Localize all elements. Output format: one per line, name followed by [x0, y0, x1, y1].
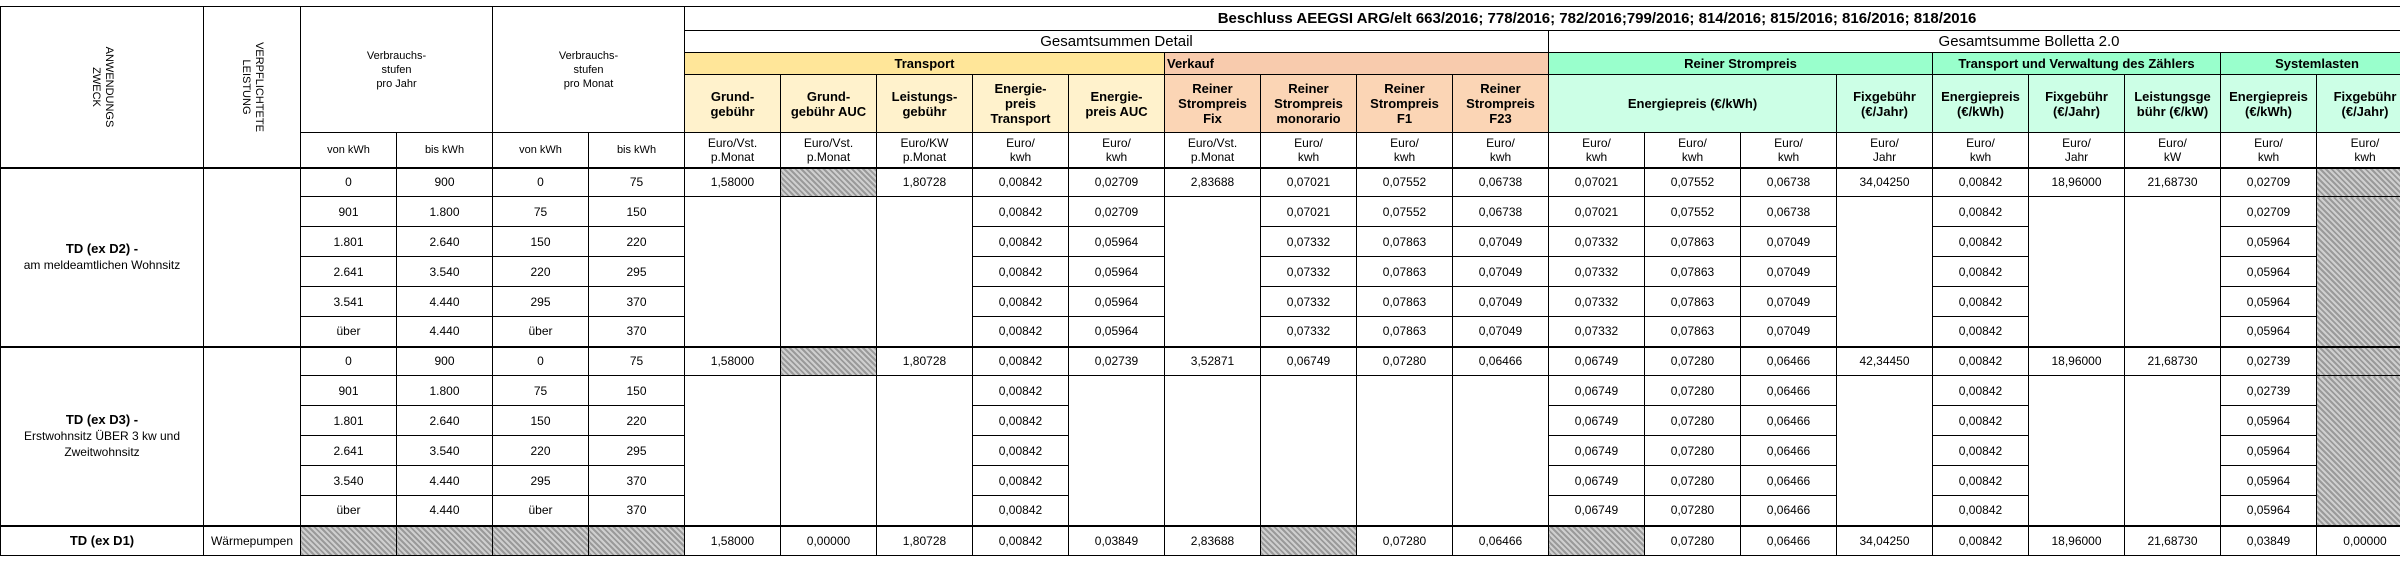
- table-cell: 0,06749: [1549, 376, 1645, 406]
- table-cell: 34,04250: [1837, 168, 1933, 197]
- table-cell: 1.801: [301, 406, 397, 436]
- table-cell: 0,05964: [2221, 496, 2317, 526]
- unit-cell: Euro/KW p.Monat: [877, 133, 973, 168]
- table-cell: 0,07021: [1549, 197, 1645, 227]
- leistung-cell: Wärmepumpen: [204, 526, 301, 556]
- table-cell: 0,00000: [2317, 526, 2400, 556]
- table-cell: 0,00842: [1933, 466, 2029, 496]
- table-cell: 2.640: [397, 406, 493, 436]
- table-cell: 150: [493, 406, 589, 436]
- table-cell: 0,06466: [1741, 436, 1837, 466]
- bolletta-group-header: Gesamtsumme Bolletta 2.0: [1549, 31, 2400, 53]
- reiner-strompreis-header: Reiner Strompreis: [1549, 53, 1933, 75]
- table-cell: 4.440: [397, 496, 493, 526]
- verbrauch-jahr-header: Verbrauchs- stufen pro Jahr: [301, 7, 493, 133]
- tariff-table: [0, 6, 2400, 556]
- table-cell: 1.800: [397, 197, 493, 227]
- hatched-cell: [781, 168, 877, 197]
- table-cell: 0,07863: [1645, 257, 1741, 287]
- empty-cell: [1837, 376, 1933, 526]
- table-cell: 0,03849: [1069, 526, 1165, 556]
- table-cell: 0,00842: [1933, 496, 2029, 526]
- table-cell: 75: [589, 168, 685, 197]
- table-cell: 0,07863: [1645, 317, 1741, 347]
- table-cell: 0,07332: [1261, 227, 1357, 257]
- unit-cell: Euro/ kwh: [1645, 133, 1741, 168]
- energiepreis-kwh-header: Energiepreis (€/kWh): [1549, 75, 1837, 133]
- table-cell: 4.440: [397, 287, 493, 317]
- hatched-cell: [2317, 197, 2400, 347]
- table-cell: 0,02709: [1069, 168, 1165, 197]
- unit-cell: Euro/ kwh: [1741, 133, 1837, 168]
- table-cell: 295: [589, 257, 685, 287]
- table-cell: 0,00842: [973, 287, 1069, 317]
- unit-cell: Euro/Vst. p.Monat: [685, 133, 781, 168]
- table-cell: 0,00842: [1933, 526, 2029, 556]
- row-label-d1: TD (ex D1): [1, 526, 204, 556]
- table-cell: 0,07049: [1741, 227, 1837, 257]
- table-cell: 75: [493, 197, 589, 227]
- page-title: Beschluss AEEGSI ARG/elt 663/2016; 778/2016; 782/2016;799/2016; 814/2016; 815/2016; 816/2016; 818/2016: [685, 7, 2400, 31]
- table-cell: 0,07021: [1261, 168, 1357, 197]
- table-cell: 1,80728: [877, 347, 973, 376]
- table-cell: 0,07332: [1261, 317, 1357, 347]
- table-row: [1, 347, 2400, 376]
- unit-cell: Euro/ Jahr: [1837, 133, 1933, 168]
- table-cell: 0,00842: [1933, 227, 2029, 257]
- systemlasten-header: Systemlasten: [2221, 53, 2400, 75]
- unit-cell: Euro/Vst. p.Monat: [781, 133, 877, 168]
- hatched-cell: [2317, 168, 2400, 197]
- col-anwendung-header: ANWENDUNGS ZWECK: [1, 7, 204, 168]
- table-cell: 0,07280: [1357, 347, 1453, 376]
- table-cell: 370: [589, 317, 685, 347]
- table-cell: 0,06466: [1741, 526, 1837, 556]
- table-cell: 0,02709: [1069, 197, 1165, 227]
- table-cell: 0,07280: [1645, 406, 1741, 436]
- empty-cell: [877, 376, 973, 526]
- table-cell: 0: [301, 168, 397, 197]
- empty-cell: [1837, 197, 1933, 347]
- tv-energie-header: Energiepreis (€/kWh): [1933, 75, 2029, 133]
- table-cell: 0,00842: [1933, 406, 2029, 436]
- empty-cell: [877, 197, 973, 347]
- empty-cell: [685, 197, 781, 347]
- table-cell: 2.640: [397, 227, 493, 257]
- table-cell: 3.540: [301, 466, 397, 496]
- col-leistung-header: VERPFLICHTETE LEISTUNG: [204, 7, 301, 168]
- table-cell: 0,07552: [1645, 168, 1741, 197]
- table-cell: 1,58000: [685, 168, 781, 197]
- table-cell: 0,05964: [1069, 317, 1165, 347]
- table-row: [1, 526, 2400, 556]
- table-cell: 0,05964: [2221, 466, 2317, 496]
- empty-cell: [1165, 197, 1261, 347]
- table-cell: 18,96000: [2029, 168, 2125, 197]
- table-cell: 0,06466: [1453, 347, 1549, 376]
- table-cell: 220: [589, 227, 685, 257]
- table-cell: 0,00842: [973, 466, 1069, 496]
- empty-cell: [2029, 376, 2125, 526]
- table-cell: 2.641: [301, 257, 397, 287]
- row-label-d2: TD (ex D2) - am meldeamtlichen Wohnsitz: [1, 168, 204, 347]
- table-cell: 0,00842: [1933, 436, 2029, 466]
- rs-f23-header: Reiner Strompreis F23: [1453, 75, 1549, 133]
- unit-cell: Euro/ kwh: [1549, 133, 1645, 168]
- table-cell: 2,83688: [1165, 526, 1261, 556]
- table-cell: 0,02739: [2221, 347, 2317, 376]
- hatched-cell: [493, 526, 589, 556]
- table-cell: 150: [589, 197, 685, 227]
- table-cell: 0,05964: [2221, 436, 2317, 466]
- table-cell: 0,02709: [2221, 197, 2317, 227]
- table-cell: 0,00842: [1933, 168, 2029, 197]
- unit-cell: Euro/ kwh: [1933, 133, 2029, 168]
- table-cell: 18,96000: [2029, 526, 2125, 556]
- empty-cell: [1357, 376, 1453, 526]
- table-cell: 0,07863: [1645, 227, 1741, 257]
- table-cell: 75: [493, 376, 589, 406]
- unit-cell: Euro/Vst. p.Monat: [1165, 133, 1261, 168]
- rs-mono-header: Reiner Strompreis monorario: [1261, 75, 1357, 133]
- table-cell: 901: [301, 376, 397, 406]
- rs-f1-header: Reiner Strompreis F1: [1357, 75, 1453, 133]
- grund-auc-header: Grund- gebühr AUC: [781, 75, 877, 133]
- table-cell: 0,07552: [1645, 197, 1741, 227]
- table-cell: 0,00842: [973, 257, 1069, 287]
- table-cell: 0,00842: [973, 436, 1069, 466]
- table-cell: 0,07863: [1357, 317, 1453, 347]
- table-cell: 0,07280: [1645, 466, 1741, 496]
- energie-transport-header: Energie- preis Transport: [973, 75, 1069, 133]
- table-row: [1, 168, 2400, 197]
- table-cell: 0,07021: [1549, 168, 1645, 197]
- table-cell: 0,07863: [1357, 257, 1453, 287]
- tv-fix-header: Fixgebühr (€/Jahr): [2029, 75, 2125, 133]
- von-kwh-jahr: von kWh: [301, 133, 397, 168]
- table-cell: 0,06749: [1549, 466, 1645, 496]
- table-cell: 0,05964: [2221, 317, 2317, 347]
- row-label-d3: TD (ex D3) - Erstwohnsitz ÜBER 3 kw und Zweitwohnsitz: [1, 347, 204, 526]
- table-cell: 0,00842: [1933, 197, 2029, 227]
- table-cell: 0,05964: [2221, 257, 2317, 287]
- table-cell: 0,06466: [1741, 466, 1837, 496]
- table-cell: 150: [493, 227, 589, 257]
- unit-cell: Euro/ kwh: [973, 133, 1069, 168]
- table-cell: 21,68730: [2125, 526, 2221, 556]
- table-cell: 2.641: [301, 436, 397, 466]
- table-cell: 0,06749: [1261, 347, 1357, 376]
- table-cell: 0,06466: [1741, 347, 1837, 376]
- table-cell: 0,06738: [1453, 197, 1549, 227]
- table-cell: 1.800: [397, 376, 493, 406]
- table-cell: 0: [493, 168, 589, 197]
- table-cell: 0,07863: [1357, 287, 1453, 317]
- empty-cell: [1453, 376, 1549, 526]
- sl-energie-header: Energiepreis (€/kWh): [2221, 75, 2317, 133]
- table-cell: 0,00842: [973, 168, 1069, 197]
- table-cell: 220: [589, 406, 685, 436]
- detail-group-header: Gesamtsummen Detail: [685, 31, 1549, 53]
- table-cell: 75: [589, 347, 685, 376]
- table-cell: 0,00842: [1933, 257, 2029, 287]
- energie-auc-header: Energie- preis AUC: [1069, 75, 1165, 133]
- table-cell: 0,07021: [1261, 197, 1357, 227]
- table-cell: 0,07049: [1741, 287, 1837, 317]
- table-cell: 3,52871: [1165, 347, 1261, 376]
- verbrauch-monat-header: Verbrauchs- stufen pro Monat: [493, 7, 685, 133]
- empty-cell: [2125, 197, 2221, 347]
- table-cell: 0,07049: [1453, 317, 1549, 347]
- table-cell: 0,00842: [1933, 376, 2029, 406]
- empty-cell: [2125, 376, 2221, 526]
- table-cell: 0,00842: [973, 496, 1069, 526]
- table-cell: 150: [589, 376, 685, 406]
- verkauf-header: Verkauf: [1165, 53, 1549, 75]
- table-cell: 0,00842: [973, 197, 1069, 227]
- table-cell: 0,06749: [1549, 347, 1645, 376]
- unit-cell: Euro/ kW: [2125, 133, 2221, 168]
- unit-cell: Euro/ kwh: [1261, 133, 1357, 168]
- unit-cell: Euro/ kwh: [2317, 133, 2400, 168]
- table-cell: 0,06738: [1741, 197, 1837, 227]
- table-cell: 0,07332: [1549, 317, 1645, 347]
- empty-cell: [781, 376, 877, 526]
- table-cell: 0,05964: [1069, 257, 1165, 287]
- table-cell: 0,05964: [1069, 227, 1165, 257]
- table-cell: 4.440: [397, 317, 493, 347]
- table-cell: 0,06466: [1741, 376, 1837, 406]
- table-cell: 0,07280: [1357, 526, 1453, 556]
- empty-cell: [1261, 376, 1357, 526]
- table-cell: 0,07332: [1549, 287, 1645, 317]
- table-cell: 901: [301, 197, 397, 227]
- table-cell: 3.541: [301, 287, 397, 317]
- table-cell: 1.801: [301, 227, 397, 257]
- hatched-cell: [2317, 347, 2400, 376]
- leistung-header: Leistungs- gebühr: [877, 75, 973, 133]
- rs-fix-header: Reiner Strompreis Fix: [1165, 75, 1261, 133]
- table-cell: 0,06749: [1549, 436, 1645, 466]
- table-cell: 370: [589, 287, 685, 317]
- table-cell: 0,05964: [2221, 287, 2317, 317]
- table-cell: 0,00842: [1933, 317, 2029, 347]
- table-cell: 0,07280: [1645, 347, 1741, 376]
- bis-kwh-jahr: bis kWh: [397, 133, 493, 168]
- table-cell: 3.540: [397, 436, 493, 466]
- table-cell: 0,00842: [1933, 347, 2029, 376]
- table-cell: über: [493, 317, 589, 347]
- table-cell: 0,02709: [2221, 168, 2317, 197]
- table-cell: 900: [397, 347, 493, 376]
- table-cell: 0,00842: [973, 317, 1069, 347]
- table-cell: 0,06466: [1453, 526, 1549, 556]
- table-cell: 0,07863: [1645, 287, 1741, 317]
- unit-cell: Euro/ Jahr: [2029, 133, 2125, 168]
- leistung-cell: [204, 168, 301, 347]
- hatched-cell: [301, 526, 397, 556]
- table-cell: 0,03849: [2221, 526, 2317, 556]
- table-cell: 0: [493, 347, 589, 376]
- unit-cell: Euro/ kwh: [2221, 133, 2317, 168]
- empty-cell: [1165, 376, 1261, 526]
- table-cell: 0,05964: [1069, 287, 1165, 317]
- table-cell: 0,07552: [1357, 168, 1453, 197]
- leistung-cell: [204, 347, 301, 526]
- tv-leistung-header: Leistungsge bühr (€/kW): [2125, 75, 2221, 133]
- table-cell: 1,80728: [877, 168, 973, 197]
- table-cell: 0,07280: [1645, 496, 1741, 526]
- table-cell: 0,06738: [1741, 168, 1837, 197]
- table-cell: 21,68730: [2125, 168, 2221, 197]
- table-cell: über: [301, 317, 397, 347]
- table-cell: 0,00842: [973, 227, 1069, 257]
- table-cell: 1,80728: [877, 526, 973, 556]
- table-cell: über: [301, 496, 397, 526]
- table-cell: 0,05964: [2221, 227, 2317, 257]
- table-cell: 0,07332: [1549, 257, 1645, 287]
- transport-verwaltung-header: Transport und Verwaltung des Zählers: [1933, 53, 2221, 75]
- table-cell: 0,00000: [781, 526, 877, 556]
- table-cell: 0,07280: [1645, 526, 1741, 556]
- table-cell: 0,07049: [1453, 257, 1549, 287]
- table-cell: 0,06749: [1549, 406, 1645, 436]
- table-cell: 0,06738: [1453, 168, 1549, 197]
- table-cell: über: [493, 496, 589, 526]
- table-cell: 18,96000: [2029, 347, 2125, 376]
- table-cell: 21,68730: [2125, 347, 2221, 376]
- table-cell: 900: [397, 168, 493, 197]
- table-cell: 0,07049: [1741, 257, 1837, 287]
- table-cell: 0,07332: [1261, 287, 1357, 317]
- table-cell: 0,07280: [1645, 436, 1741, 466]
- table-cell: 0,07049: [1453, 287, 1549, 317]
- table-cell: 295: [493, 287, 589, 317]
- empty-cell: [2029, 197, 2125, 347]
- table-cell: 370: [589, 496, 685, 526]
- table-cell: 0,02739: [2221, 376, 2317, 406]
- table-cell: 0: [301, 347, 397, 376]
- table-cell: 295: [493, 466, 589, 496]
- empty-cell: [781, 197, 877, 347]
- fixgebuehr-header: Fixgebühr (€/Jahr): [1837, 75, 1933, 133]
- table-cell: 295: [589, 436, 685, 466]
- transport-header: Transport: [685, 53, 1165, 75]
- table-cell: 0,00842: [973, 526, 1069, 556]
- table-cell: 0,07049: [1453, 227, 1549, 257]
- table-cell: 0,06749: [1549, 496, 1645, 526]
- bis-kwh-monat: bis kWh: [589, 133, 685, 168]
- table-cell: 42,34450: [1837, 347, 1933, 376]
- table-cell: 0,00842: [1933, 287, 2029, 317]
- table-cell: 0,07280: [1645, 376, 1741, 406]
- table-cell: 0,06466: [1741, 406, 1837, 436]
- table-cell: 220: [493, 436, 589, 466]
- hatched-cell: [1549, 526, 1645, 556]
- table-row: [1, 376, 2400, 406]
- hatched-cell: [1261, 526, 1357, 556]
- table-cell: 0,07863: [1357, 227, 1453, 257]
- empty-cell: [685, 376, 781, 526]
- table-cell: 0,00842: [973, 406, 1069, 436]
- table-cell: 0,02739: [1069, 347, 1165, 376]
- hatched-cell: [2317, 376, 2400, 526]
- table-cell: 0,07552: [1357, 197, 1453, 227]
- table-cell: 0,06466: [1741, 496, 1837, 526]
- table-cell: 0,00842: [973, 347, 1069, 376]
- table-cell: 220: [493, 257, 589, 287]
- table-cell: 1,58000: [685, 526, 781, 556]
- table-cell: 0,00842: [973, 376, 1069, 406]
- table-cell: 34,04250: [1837, 526, 1933, 556]
- unit-cell: Euro/ kwh: [1453, 133, 1549, 168]
- hatched-cell: [781, 347, 877, 376]
- table-cell: 3.540: [397, 257, 493, 287]
- table-cell: 4.440: [397, 466, 493, 496]
- table-cell: 0,07332: [1549, 227, 1645, 257]
- unit-cell: Euro/ kwh: [1069, 133, 1165, 168]
- von-kwh-monat: von kWh: [493, 133, 589, 168]
- sl-fix-header: Fixgebühr (€/Jahr): [2317, 75, 2400, 133]
- table-row: [1, 197, 2400, 227]
- hatched-cell: [589, 526, 685, 556]
- table-cell: 0,07049: [1741, 317, 1837, 347]
- hatched-cell: [397, 526, 493, 556]
- table-cell: 1,58000: [685, 347, 781, 376]
- table-cell: 0,07332: [1261, 257, 1357, 287]
- unit-cell: Euro/ kwh: [1357, 133, 1453, 168]
- table-cell: 0,05964: [2221, 406, 2317, 436]
- table-cell: 370: [589, 466, 685, 496]
- grund-header: Grund- gebühr: [685, 75, 781, 133]
- empty-cell: [1069, 376, 1165, 526]
- table-cell: 2,83688: [1165, 168, 1261, 197]
